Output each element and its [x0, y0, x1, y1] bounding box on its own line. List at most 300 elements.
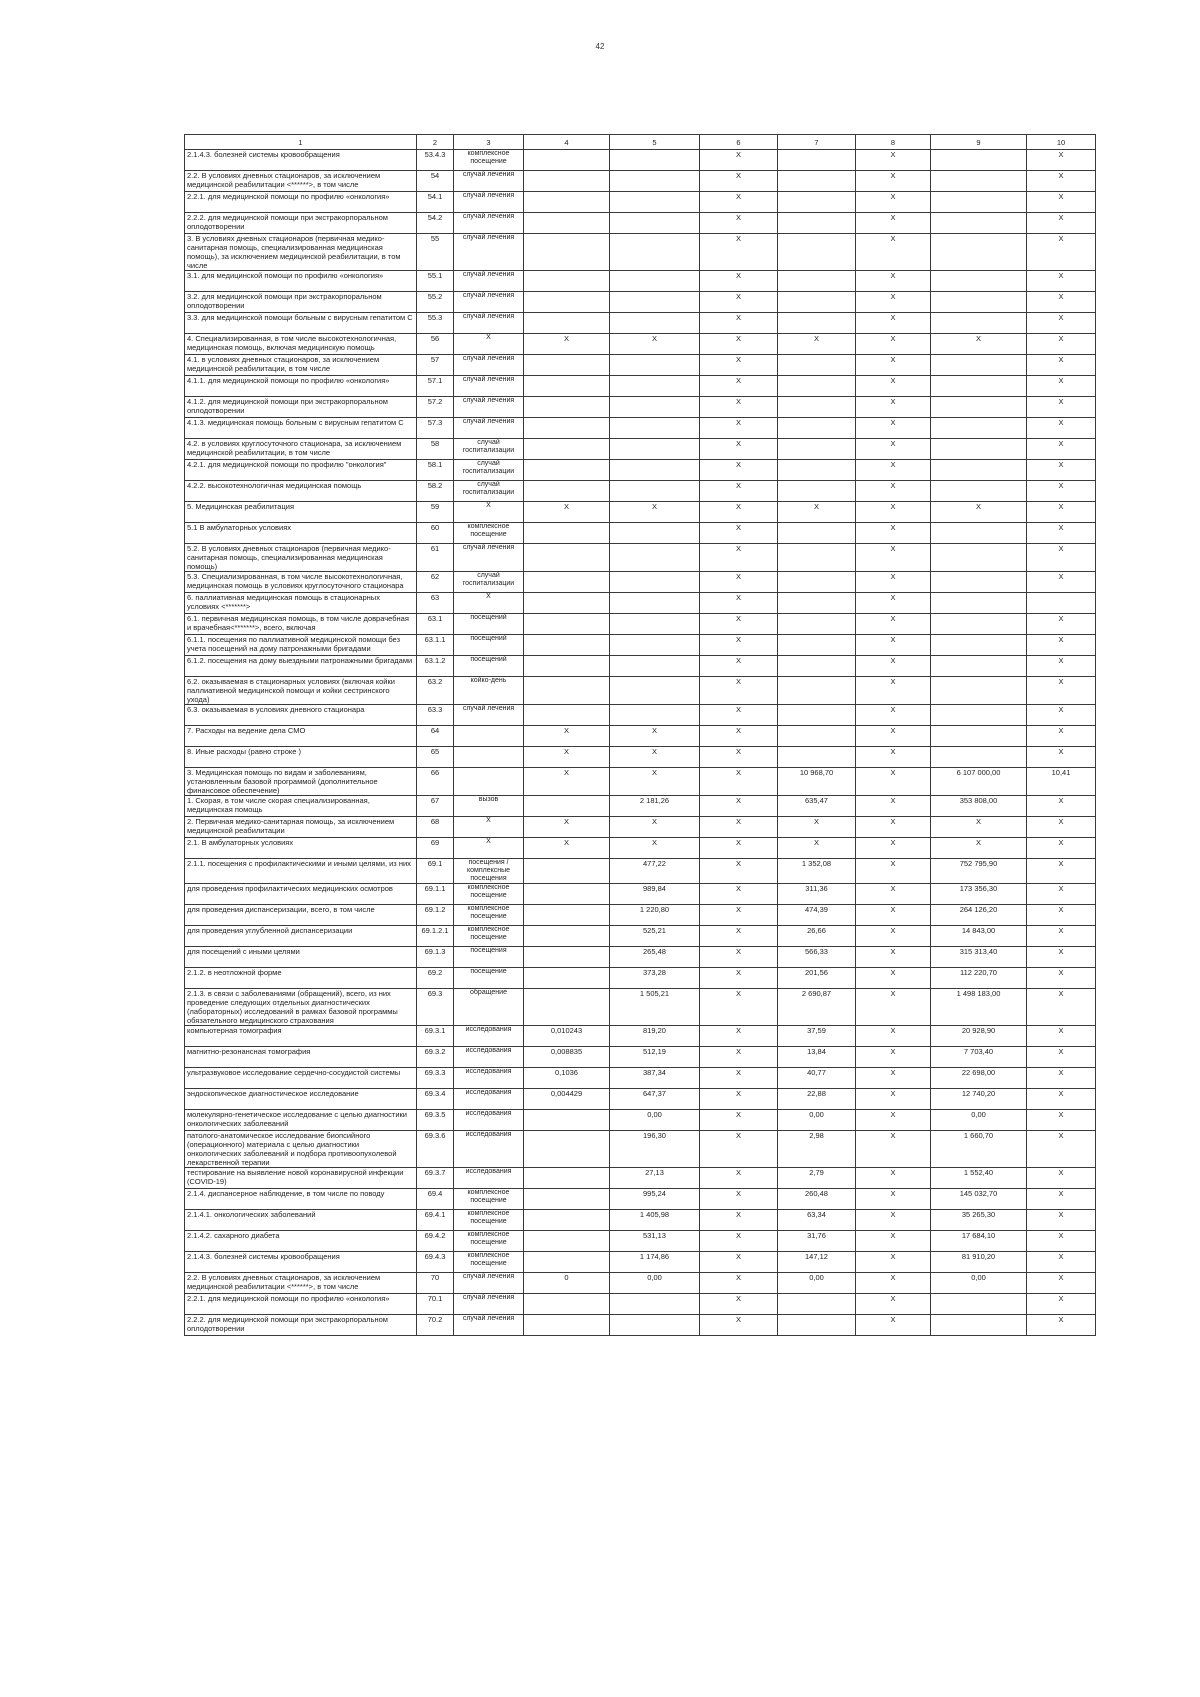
table-cell-col-8: X [856, 1131, 931, 1168]
table-cell-col-5 [610, 150, 700, 171]
table-row [185, 989, 1096, 1026]
table-cell-col-5 [610, 439, 700, 460]
table-cell-col-2: 68 [417, 817, 454, 838]
table-cell-col-1: 2.1.3. в связи с заболеваниями (обращений), всего, из них проведение следующих отдельных диагностических (лабораторных) исследований в рамках базовой программы обязательного медицинского страхования [185, 989, 417, 1026]
table-cell-col-5 [610, 614, 700, 635]
table-cell-col-4: X [524, 817, 610, 838]
table-cell-col-8: X [856, 705, 931, 726]
table-cell-col-9: 0,00 [931, 1273, 1027, 1294]
table-cell-col-7 [778, 656, 856, 677]
table-cell-col-4 [524, 418, 610, 439]
table-cell-col-6: X [700, 481, 778, 502]
table-cell-col-9 [931, 544, 1027, 572]
table-row [185, 150, 1096, 171]
table-cell-col-2: 70.2 [417, 1315, 454, 1336]
table-cell-col-2: 57 [417, 355, 454, 376]
table-cell-col-3: случай лечения [454, 234, 524, 271]
table-row [185, 418, 1096, 439]
table-cell-col-6: X [700, 234, 778, 271]
table-cell-col-7: X [778, 838, 856, 859]
table-cell-col-4 [524, 656, 610, 677]
table-cell-col-10 [1027, 593, 1096, 614]
table-cell-col-7 [778, 355, 856, 376]
table-cell-col-4: X [524, 747, 610, 768]
table-cell-col-5: 531,13 [610, 1231, 700, 1252]
table-cell-col-1: 4.1. в условиях дневных стационаров, за исключением медицинской реабилитации, в том числе [185, 355, 417, 376]
table-cell-col-9: X [931, 838, 1027, 859]
table-cell-col-4 [524, 677, 610, 705]
table-cell-col-8: X [856, 150, 931, 171]
table-cell-col-7 [778, 460, 856, 481]
table-cell-col-9 [931, 747, 1027, 768]
table-cell-col-6: X [700, 1047, 778, 1068]
table-cell-col-7: 635,47 [778, 796, 856, 817]
table-cell-col-6: X [700, 213, 778, 234]
table-cell-col-1: 4.2. в условиях круглосуточного стационара, за исключением медицинской реабилитации, в том числе [185, 439, 417, 460]
table-cell-col-9 [931, 192, 1027, 213]
table-row [185, 705, 1096, 726]
table-cell-col-7: 31,76 [778, 1231, 856, 1252]
table-cell-col-7: 311,36 [778, 884, 856, 905]
table-cell-col-4 [524, 705, 610, 726]
table-cell-col-5 [610, 1315, 700, 1336]
table-cell-col-1: 4.1.1. для медицинской помощи по профилю «онкология» [185, 376, 417, 397]
table-cell-col-6: X [700, 677, 778, 705]
table-cell-col-4: 0 [524, 1273, 610, 1294]
table-cell-col-4 [524, 481, 610, 502]
table-cell-col-6: X [700, 460, 778, 481]
table-cell-col-2: 63.2 [417, 677, 454, 705]
table-cell-col-2: 66 [417, 768, 454, 796]
table-cell-col-9 [931, 705, 1027, 726]
table-cell-col-4 [524, 376, 610, 397]
table-cell-col-10: X [1027, 150, 1096, 171]
table-cell-col-3: случай госпитализации [454, 460, 524, 481]
table-row [185, 926, 1096, 947]
table-cell-col-9 [931, 376, 1027, 397]
table-cell-col-3: посещений [454, 635, 524, 656]
table-cell-col-6: X [700, 1231, 778, 1252]
table-cell-col-1: 2.1.1. посещения с профилактическими и иными целями, из них [185, 859, 417, 884]
table-cell-col-6: X [700, 817, 778, 838]
table-row [185, 1315, 1096, 1336]
table-cell-col-1: 3.2. для медицинской помощи при экстракорпоральном оплодотворении [185, 292, 417, 313]
table-cell-col-1: 2.1.4.2. сахарного диабета [185, 1231, 417, 1252]
table-cell-col-6: X [700, 1068, 778, 1089]
table-cell-col-6: X [700, 192, 778, 213]
table-cell-col-4 [524, 1231, 610, 1252]
table-row [185, 656, 1096, 677]
table-cell-col-9: 145 032,70 [931, 1189, 1027, 1210]
table-cell-col-7 [778, 439, 856, 460]
table-cell-col-5: X [610, 838, 700, 859]
table-cell-col-6: X [700, 572, 778, 593]
table-row [185, 1089, 1096, 1110]
table-cell-col-10: X [1027, 884, 1096, 905]
column-header-9: 9 [931, 135, 1027, 150]
table-cell-col-4 [524, 192, 610, 213]
table-cell-col-4 [524, 572, 610, 593]
table-cell-col-1: ультразвуковое исследование сердечно-сосудистой системы [185, 1068, 417, 1089]
table-cell-col-8: X [856, 817, 931, 838]
table-cell-col-4 [524, 884, 610, 905]
table-cell-col-10: X [1027, 1273, 1096, 1294]
table-cell-col-3: комплексное посещение [454, 1210, 524, 1231]
table-cell-col-2: 69.3 [417, 989, 454, 1026]
table-cell-col-2: 55.1 [417, 271, 454, 292]
table-row [185, 544, 1096, 572]
table-cell-col-6: X [700, 705, 778, 726]
table-cell-col-10: X [1027, 481, 1096, 502]
table-cell-col-2: 61 [417, 544, 454, 572]
table-cell-col-9: 315 313,40 [931, 947, 1027, 968]
table-cell-col-2: 63 [417, 593, 454, 614]
table-cell-col-5: 196,30 [610, 1131, 700, 1168]
table-cell-col-8: X [856, 1210, 931, 1231]
table-header-row [185, 135, 1096, 150]
table-cell-col-8: X [856, 614, 931, 635]
table-cell-col-2: 54.1 [417, 192, 454, 213]
table-cell-col-8: X [856, 481, 931, 502]
table-cell-col-8: X [856, 1089, 931, 1110]
table-cell-col-5 [610, 460, 700, 481]
table-cell-col-3: X [454, 838, 524, 859]
table-cell-col-4 [524, 1252, 610, 1273]
table-cell-col-5 [610, 572, 700, 593]
table-cell-col-6: X [700, 1089, 778, 1110]
table-row [185, 593, 1096, 614]
table-row [185, 859, 1096, 884]
table-cell-col-8: X [856, 292, 931, 313]
table-cell-col-4 [524, 150, 610, 171]
table-cell-col-6: X [700, 150, 778, 171]
column-header-3: 3 [454, 135, 524, 150]
table-cell-col-5 [610, 355, 700, 376]
table-cell-col-10: X [1027, 1252, 1096, 1273]
table-row [185, 768, 1096, 796]
table-cell-col-7 [778, 635, 856, 656]
table-cell-col-9 [931, 171, 1027, 192]
table-cell-col-5 [610, 593, 700, 614]
table-cell-col-6: X [700, 271, 778, 292]
tariff-table [184, 134, 1096, 1336]
table-cell-col-8: X [856, 1189, 931, 1210]
table-cell-col-10: X [1027, 1168, 1096, 1189]
table-cell-col-4 [524, 439, 610, 460]
table-cell-col-6: X [700, 1294, 778, 1315]
table-cell-col-9: 17 684,10 [931, 1231, 1027, 1252]
column-header-8: 8 [856, 135, 931, 150]
table-cell-col-1: 6.1.1. посещения по паллиативной медицинской помощи без учета посещений на дому патронажными бригадами [185, 635, 417, 656]
table-cell-col-3: комплексное посещение [454, 905, 524, 926]
table-cell-col-9 [931, 313, 1027, 334]
table-row [185, 1189, 1096, 1210]
table-row [185, 747, 1096, 768]
table-cell-col-5 [610, 292, 700, 313]
table-cell-col-5 [610, 544, 700, 572]
table-cell-col-3: посещения / комплексные посещения [454, 859, 524, 884]
table-cell-col-9 [931, 481, 1027, 502]
table-cell-col-10: X [1027, 747, 1096, 768]
table-cell-col-6: X [700, 1315, 778, 1336]
table-cell-col-7: 1 352,08 [778, 859, 856, 884]
table-cell-col-9 [931, 292, 1027, 313]
table-cell-col-10: X [1027, 635, 1096, 656]
table-cell-col-5 [610, 271, 700, 292]
table-cell-col-1: 2.2.1. для медицинской помощи по профилю «онкология» [185, 192, 417, 213]
table-cell-col-5: 1 220,80 [610, 905, 700, 926]
table-cell-col-2: 57.1 [417, 376, 454, 397]
table-cell-col-1: 2.1.4.3. болезней системы кровообращения [185, 150, 417, 171]
table-row [185, 334, 1096, 355]
table-row [185, 614, 1096, 635]
table-cell-col-9: 81 910,20 [931, 1252, 1027, 1273]
table-cell-col-9: 12 740,20 [931, 1089, 1027, 1110]
table-cell-col-7 [778, 376, 856, 397]
table-cell-col-10: X [1027, 968, 1096, 989]
table-cell-col-3: исследования [454, 1168, 524, 1189]
table-cell-col-9 [931, 523, 1027, 544]
table-row [185, 1294, 1096, 1315]
table-cell-col-9 [931, 593, 1027, 614]
table-cell-col-7 [778, 726, 856, 747]
table-row [185, 1252, 1096, 1273]
table-cell-col-8: X [856, 726, 931, 747]
table-cell-col-4 [524, 989, 610, 1026]
table-cell-col-4 [524, 968, 610, 989]
table-cell-col-7 [778, 313, 856, 334]
table-cell-col-1: тестирование на выявление новой коронавирусной инфекции (COVID-19) [185, 1168, 417, 1189]
table-cell-col-6: X [700, 614, 778, 635]
table-cell-col-6: X [700, 502, 778, 523]
table-cell-col-2: 55.3 [417, 313, 454, 334]
table-cell-col-10: X [1027, 572, 1096, 593]
table-cell-col-5: 995,24 [610, 1189, 700, 1210]
table-cell-col-6: X [700, 656, 778, 677]
table-cell-col-8: X [856, 397, 931, 418]
table-cell-col-8: X [856, 171, 931, 192]
table-cell-col-7 [778, 292, 856, 313]
table-cell-col-5: 27,13 [610, 1168, 700, 1189]
table-cell-col-5: 819,20 [610, 1026, 700, 1047]
table-cell-col-4: X [524, 726, 610, 747]
table-cell-col-3 [454, 726, 524, 747]
table-row [185, 796, 1096, 817]
table-cell-col-1: 6. паллиативная медицинская помощь в стационарных условиях <*******> [185, 593, 417, 614]
table-cell-col-7: 40,77 [778, 1068, 856, 1089]
table-cell-col-6: X [700, 418, 778, 439]
table-cell-col-3: вызов [454, 796, 524, 817]
table-cell-col-2: 69.3.3 [417, 1068, 454, 1089]
table-cell-col-8: X [856, 884, 931, 905]
table-cell-col-2: 69.1.1 [417, 884, 454, 905]
table-row [185, 355, 1096, 376]
table-cell-col-7: 474,39 [778, 905, 856, 926]
table-cell-col-8: X [856, 747, 931, 768]
table-cell-col-8: X [856, 355, 931, 376]
table-row [185, 726, 1096, 747]
table-cell-col-2: 58.2 [417, 481, 454, 502]
table-cell-col-8: X [856, 635, 931, 656]
table-cell-col-2: 70.1 [417, 1294, 454, 1315]
table-row [185, 292, 1096, 313]
table-cell-col-3: случай лечения [454, 544, 524, 572]
table-cell-col-1: 3.1. для медицинской помощи по профилю «онкология» [185, 271, 417, 292]
table-row [185, 947, 1096, 968]
table-cell-col-4 [524, 397, 610, 418]
table-cell-col-3: случай лечения [454, 418, 524, 439]
table-cell-col-7: 2,98 [778, 1131, 856, 1168]
table-row [185, 1047, 1096, 1068]
table-cell-col-5: X [610, 747, 700, 768]
table-cell-col-2: 58.1 [417, 460, 454, 481]
table-cell-col-6: X [700, 1168, 778, 1189]
table-cell-col-5 [610, 1294, 700, 1315]
table-cell-col-1: 4.2.2. высокотехнологичная медицинская помощь [185, 481, 417, 502]
table-cell-col-4 [524, 1189, 610, 1210]
table-cell-col-6: X [700, 947, 778, 968]
table-cell-col-8: X [856, 838, 931, 859]
table-cell-col-1: 2.2.2. для медицинской помощи при экстракорпоральном оплодотворении [185, 1315, 417, 1336]
table-cell-col-3: посещений [454, 656, 524, 677]
table-cell-col-2: 58 [417, 439, 454, 460]
table-cell-col-8: X [856, 1294, 931, 1315]
column-header-6: 6 [700, 135, 778, 150]
column-header-5: 5 [610, 135, 700, 150]
table-cell-col-6: X [700, 905, 778, 926]
table-row [185, 439, 1096, 460]
table-cell-col-10: X [1027, 355, 1096, 376]
table-cell-col-7: 22,88 [778, 1089, 856, 1110]
table-cell-col-2: 70 [417, 1273, 454, 1294]
table-cell-col-1: 2.1.4.3. болезней системы кровообращения [185, 1252, 417, 1273]
table-cell-col-2: 56 [417, 334, 454, 355]
table-cell-col-8: X [856, 460, 931, 481]
table-row [185, 1273, 1096, 1294]
table-cell-col-10: X [1027, 439, 1096, 460]
table-cell-col-2: 69.1.3 [417, 947, 454, 968]
table-cell-col-3: X [454, 502, 524, 523]
table-cell-col-10: X [1027, 544, 1096, 572]
table-cell-col-8: X [856, 968, 931, 989]
table-cell-col-10: X [1027, 234, 1096, 271]
table-cell-col-10: X [1027, 656, 1096, 677]
table-cell-col-7: 0,00 [778, 1110, 856, 1131]
table-row [185, 1210, 1096, 1231]
table-cell-col-2: 69.3.6 [417, 1131, 454, 1168]
table-cell-col-5: X [610, 334, 700, 355]
table-cell-col-7 [778, 705, 856, 726]
column-header-10: 10 [1027, 135, 1096, 150]
table-cell-col-3: случай лечения [454, 292, 524, 313]
table-cell-col-4: 0,008835 [524, 1047, 610, 1068]
table-cell-col-7: 260,48 [778, 1189, 856, 1210]
table-cell-col-7: X [778, 502, 856, 523]
table-cell-col-8: X [856, 502, 931, 523]
table-row [185, 1168, 1096, 1189]
table-cell-col-3: обращение [454, 989, 524, 1026]
table-cell-col-4: 0,010243 [524, 1026, 610, 1047]
table-cell-col-8: X [856, 1026, 931, 1047]
table-cell-col-9 [931, 271, 1027, 292]
table-cell-col-1: эндоскопическое диагностическое исследование [185, 1089, 417, 1110]
table-cell-col-1: 6.1.2. посещения на дому выездными патронажными бригадами [185, 656, 417, 677]
table-cell-col-8: X [856, 376, 931, 397]
table-cell-col-7 [778, 572, 856, 593]
table-cell-col-10: X [1027, 397, 1096, 418]
table-cell-col-6: X [700, 747, 778, 768]
table-cell-col-10: X [1027, 460, 1096, 481]
table-cell-col-7 [778, 677, 856, 705]
table-cell-col-9: 112 220,70 [931, 968, 1027, 989]
table-row [185, 213, 1096, 234]
table-cell-col-4 [524, 1168, 610, 1189]
table-cell-col-8: X [856, 989, 931, 1026]
table-cell-col-6: X [700, 768, 778, 796]
table-cell-col-9 [931, 418, 1027, 439]
table-cell-col-7 [778, 544, 856, 572]
table-cell-col-3: X [454, 593, 524, 614]
table-row [185, 635, 1096, 656]
table-row [185, 171, 1096, 192]
table-cell-col-9: 6 107 000,00 [931, 768, 1027, 796]
page-number: 42 [595, 42, 605, 51]
table-cell-col-7: 13,84 [778, 1047, 856, 1068]
table-cell-col-7: 37,59 [778, 1026, 856, 1047]
table-cell-col-9 [931, 150, 1027, 171]
table-cell-col-7 [778, 481, 856, 502]
table-cell-col-2: 57.2 [417, 397, 454, 418]
table-cell-col-7 [778, 418, 856, 439]
table-cell-col-1: для проведения профилактических медицинских осмотров [185, 884, 417, 905]
table-cell-col-3: случай лечения [454, 355, 524, 376]
table-cell-col-7 [778, 523, 856, 544]
table-cell-col-4: X [524, 334, 610, 355]
table-cell-col-4: X [524, 502, 610, 523]
table-cell-col-10: X [1027, 271, 1096, 292]
table-cell-col-5 [610, 635, 700, 656]
table-cell-col-6: X [700, 397, 778, 418]
table-cell-col-1: 1. Скорая, в том числе скорая специализированная, медицинская помощь [185, 796, 417, 817]
table-cell-col-2: 69.4.3 [417, 1252, 454, 1273]
table-cell-col-3: посещение [454, 968, 524, 989]
table-cell-col-6: X [700, 313, 778, 334]
table-cell-col-1: для проведения углубленной диспансеризации [185, 926, 417, 947]
table-cell-col-10: X [1027, 905, 1096, 926]
table-cell-col-8: X [856, 1231, 931, 1252]
table-cell-col-8: X [856, 947, 931, 968]
table-cell-col-9 [931, 656, 1027, 677]
table-cell-col-1: 6.2. оказываемая в стационарных условиях (включая койки паллиативной медицинской помощи и койки сестринского ухода) [185, 677, 417, 705]
table-cell-col-7 [778, 593, 856, 614]
table-cell-col-2: 62 [417, 572, 454, 593]
table-cell-col-5 [610, 523, 700, 544]
table-cell-col-10: X [1027, 1026, 1096, 1047]
table-cell-col-7: 10 968,70 [778, 768, 856, 796]
table-cell-col-10: X [1027, 1047, 1096, 1068]
table-cell-col-5 [610, 234, 700, 271]
table-cell-col-7: 26,66 [778, 926, 856, 947]
table-cell-col-3: комплексное посещение [454, 884, 524, 905]
table-cell-col-2: 63.1.1 [417, 635, 454, 656]
table-cell-col-6: X [700, 355, 778, 376]
table-cell-col-6: X [700, 1189, 778, 1210]
table-cell-col-8: X [856, 859, 931, 884]
table-cell-col-5 [610, 418, 700, 439]
table-cell-col-4 [524, 614, 610, 635]
table-cell-col-8: X [856, 439, 931, 460]
table-row [185, 817, 1096, 838]
